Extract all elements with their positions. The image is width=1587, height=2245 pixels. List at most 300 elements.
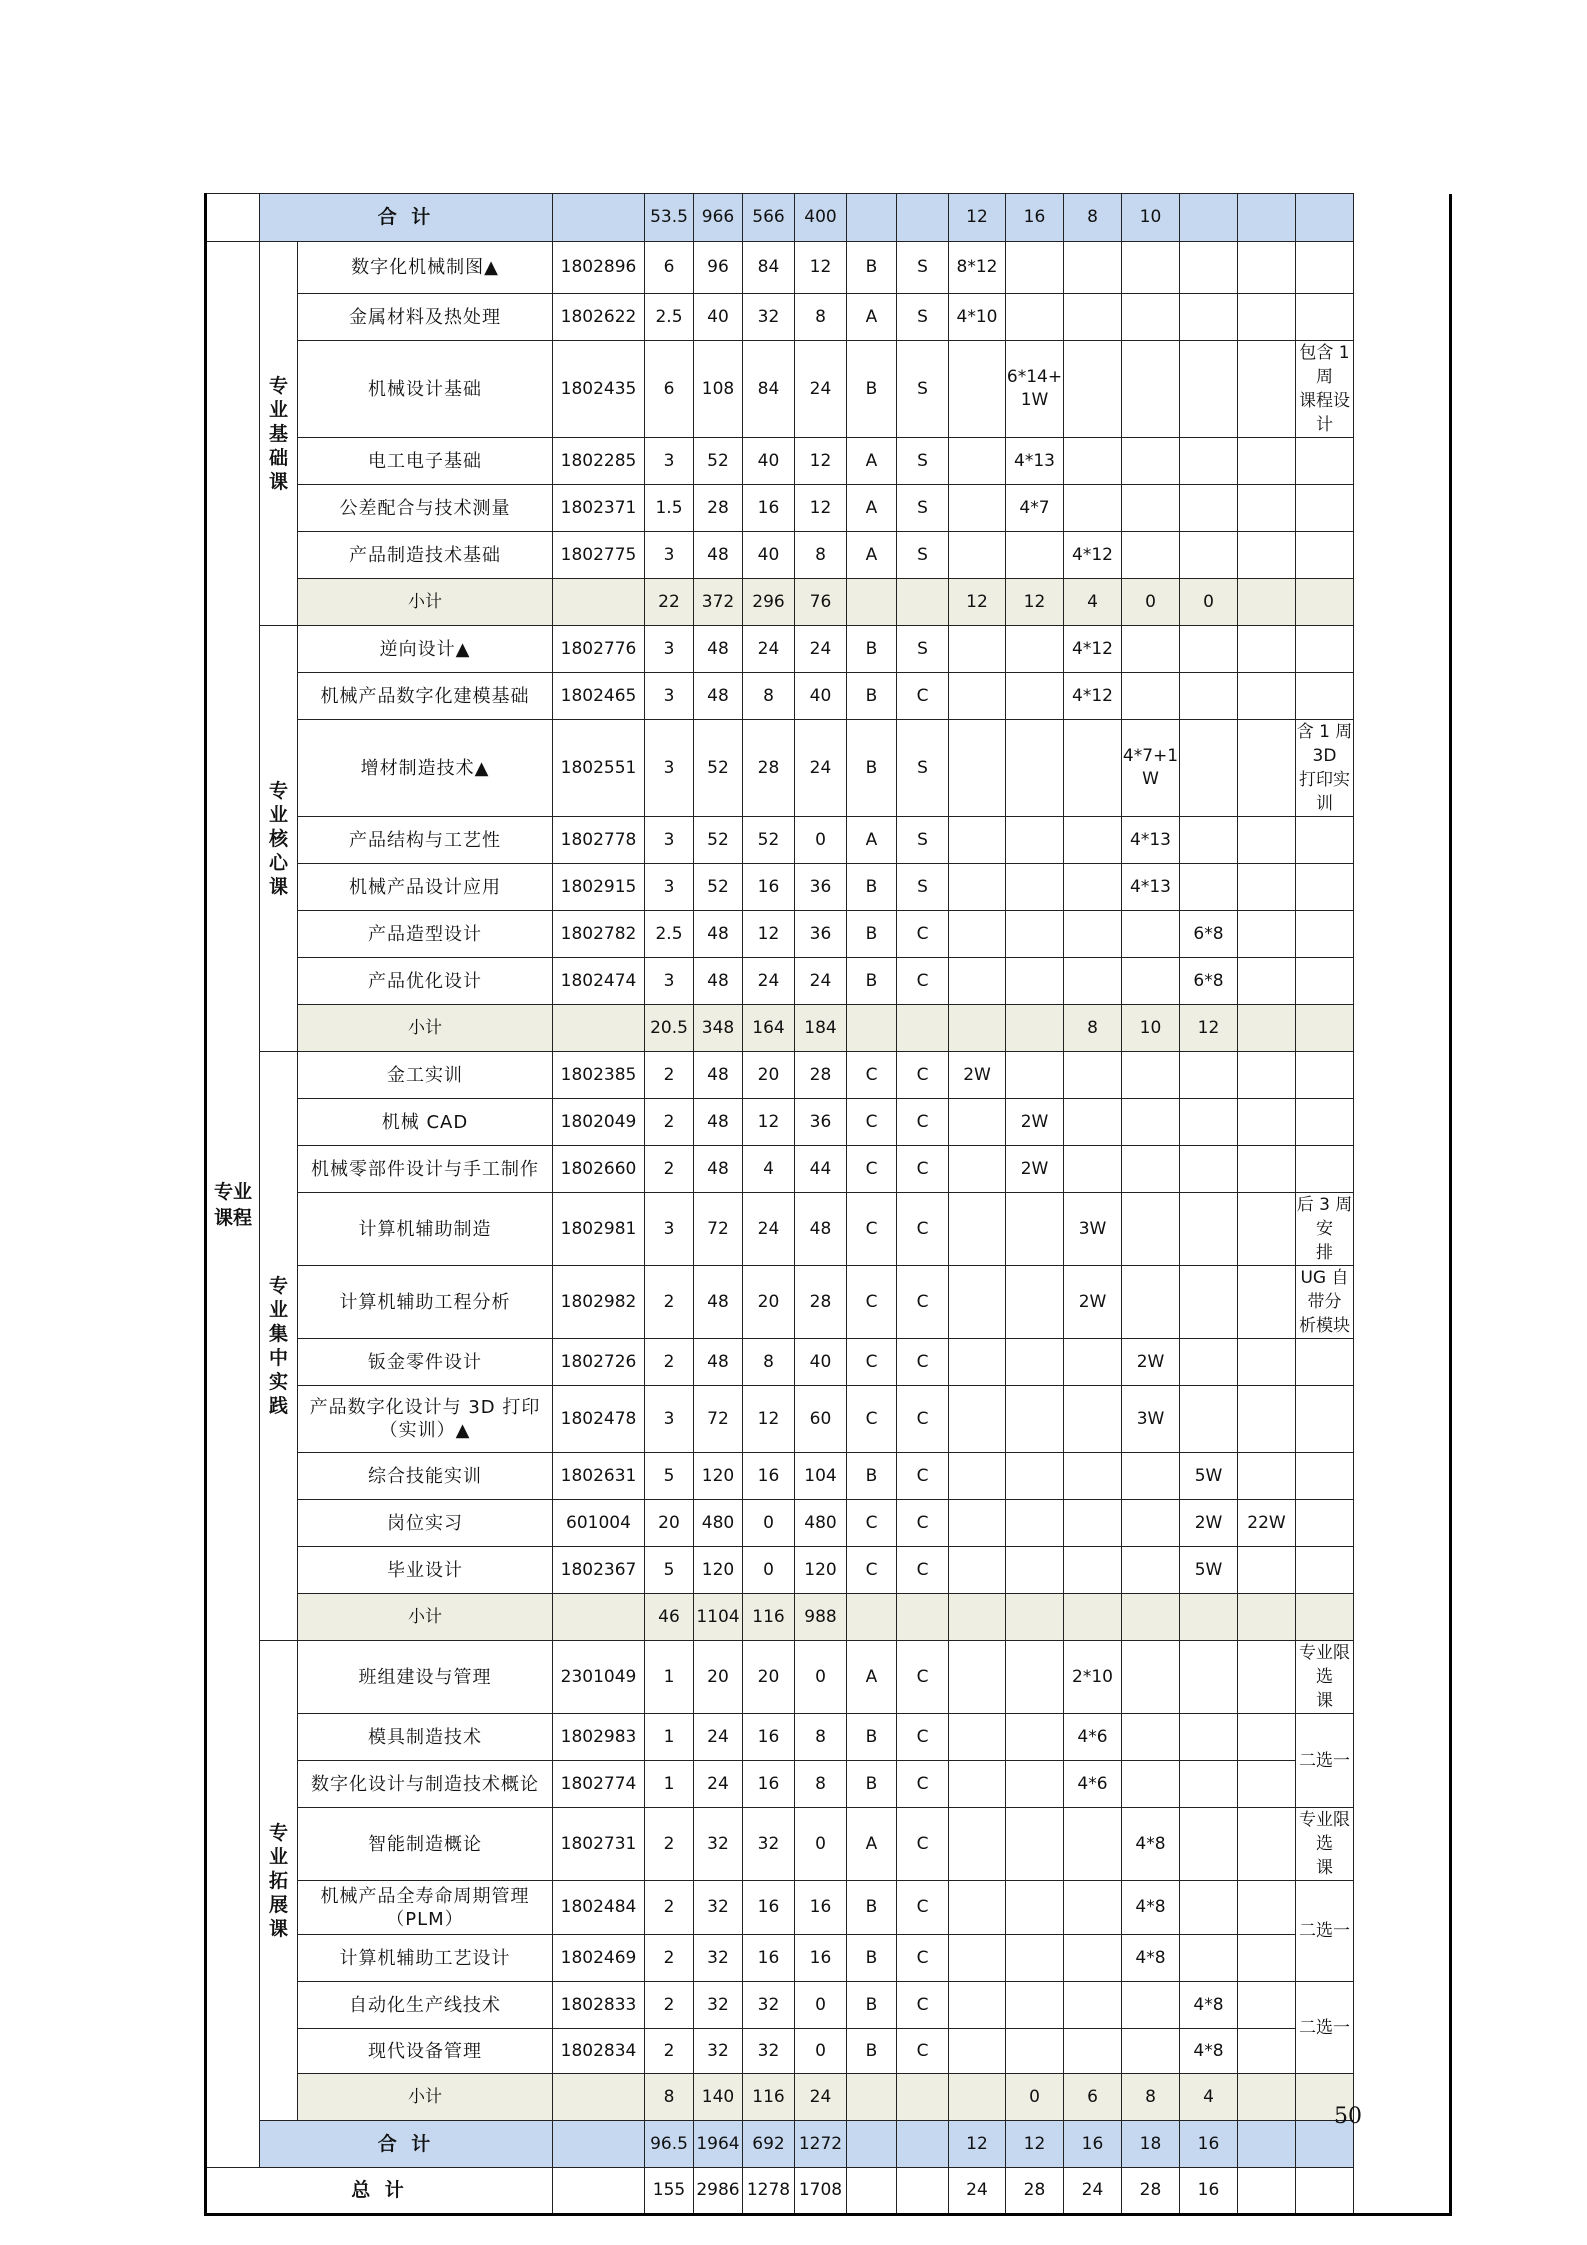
- value-cell: [949, 1146, 1006, 1193]
- value-cell: 2W: [1006, 1146, 1064, 1193]
- value-cell: S: [897, 294, 949, 341]
- value-cell: S: [897, 485, 949, 532]
- value-cell: [1006, 242, 1064, 294]
- table-row: [206, 1641, 1451, 1714]
- value-cell: 76: [795, 579, 847, 626]
- course-name: 计算机辅助工艺设计: [298, 1935, 553, 1982]
- value-cell: 4*8: [1122, 1881, 1180, 1935]
- value-cell: [1006, 532, 1064, 579]
- value-cell: 155: [645, 2168, 694, 2215]
- value-cell: 28: [1122, 2168, 1180, 2215]
- note-cell: 专业限选 课: [1296, 1641, 1354, 1714]
- value-cell: [949, 1386, 1006, 1453]
- value-cell: 108: [694, 341, 743, 438]
- value-cell: [949, 1005, 1006, 1052]
- value-cell: B: [847, 720, 897, 817]
- total-row-bottom: [206, 2121, 1451, 2168]
- value-cell: [1238, 2168, 1296, 2215]
- value-cell: 6: [645, 242, 694, 294]
- value-cell: C: [897, 1547, 949, 1594]
- value-cell: 1802775: [553, 532, 645, 579]
- value-cell: [1180, 438, 1238, 485]
- value-cell: 3: [645, 626, 694, 673]
- value-cell: [1238, 1052, 1296, 1099]
- value-cell: [1180, 1386, 1238, 1453]
- value-cell: 24: [795, 720, 847, 817]
- value-cell: 5: [645, 1453, 694, 1500]
- course-name: 计算机辅助工程分析: [298, 1266, 553, 1339]
- note-cell: [1296, 579, 1354, 626]
- value-cell: [949, 1453, 1006, 1500]
- value-cell: 3: [645, 1386, 694, 1453]
- value-cell: [1180, 1193, 1238, 1266]
- note-cell: [1296, 1052, 1354, 1099]
- value-cell: C: [897, 958, 949, 1005]
- value-cell: [949, 1982, 1006, 2029]
- value-cell: [1180, 341, 1238, 438]
- note-cell: [1296, 911, 1354, 958]
- value-cell: 2W: [1064, 1266, 1122, 1339]
- course-name: 机械产品设计应用: [298, 864, 553, 911]
- value-cell: 48: [795, 1193, 847, 1266]
- value-cell: [1180, 720, 1238, 817]
- value-cell: [1238, 626, 1296, 673]
- value-cell: [1006, 911, 1064, 958]
- value-cell: 5W: [1180, 1453, 1238, 1500]
- value-cell: 32: [694, 2029, 743, 2074]
- value-cell: 12: [949, 579, 1006, 626]
- value-cell: [1064, 2029, 1122, 2074]
- value-cell: [949, 1547, 1006, 1594]
- value-cell: 2*10: [1064, 1641, 1122, 1714]
- value-cell: [1238, 1099, 1296, 1146]
- value-cell: 1802435: [553, 341, 645, 438]
- note-cell: 后 3 周安 排: [1296, 1193, 1354, 1266]
- value-cell: [1180, 1594, 1238, 1641]
- value-cell: 1802981: [553, 1193, 645, 1266]
- value-cell: [949, 1714, 1006, 1761]
- note-cell: [1296, 1547, 1354, 1594]
- value-cell: 3W: [1122, 1386, 1180, 1453]
- value-cell: S: [897, 242, 949, 294]
- value-cell: 32: [743, 1982, 795, 2029]
- note-cell: [1296, 1146, 1354, 1193]
- note-cell: 专业限选 课: [1296, 1808, 1354, 1881]
- value-cell: C: [897, 1935, 949, 1982]
- value-cell: [553, 1594, 645, 1641]
- value-cell: [1064, 1146, 1122, 1193]
- value-cell: B: [847, 341, 897, 438]
- value-cell: 6*8: [1180, 911, 1238, 958]
- value-cell: 12: [949, 2121, 1006, 2168]
- value-cell: [1180, 626, 1238, 673]
- value-cell: [553, 194, 645, 242]
- value-cell: [949, 1099, 1006, 1146]
- value-cell: C: [897, 1881, 949, 1935]
- value-cell: 20.5: [645, 1005, 694, 1052]
- value-cell: [847, 2074, 897, 2121]
- value-cell: 348: [694, 1005, 743, 1052]
- value-cell: [949, 341, 1006, 438]
- value-cell: [1180, 1146, 1238, 1193]
- value-cell: [1064, 1547, 1122, 1594]
- value-cell: 84: [743, 242, 795, 294]
- value-cell: 1802896: [553, 242, 645, 294]
- course-name: 钣金零件设计: [298, 1339, 553, 1386]
- value-cell: 24: [694, 1714, 743, 1761]
- value-cell: [1006, 1193, 1064, 1266]
- table-row: [206, 294, 1451, 341]
- course-name: 现代设备管理: [298, 2029, 553, 2074]
- course-name: 岗位实习: [298, 1500, 553, 1547]
- value-cell: [1064, 864, 1122, 911]
- table-row: [206, 817, 1451, 864]
- value-cell: 4: [1180, 2074, 1238, 2121]
- course-name: 电工电子基础: [298, 438, 553, 485]
- category-label: 专业 课程: [206, 242, 260, 2168]
- table-row: [206, 2029, 1451, 2074]
- value-cell: 4*6: [1064, 1714, 1122, 1761]
- value-cell: [1064, 1052, 1122, 1099]
- value-cell: 1802469: [553, 1935, 645, 1982]
- value-cell: [1180, 673, 1238, 720]
- value-cell: 1802915: [553, 864, 645, 911]
- value-cell: B: [847, 1453, 897, 1500]
- value-cell: [949, 911, 1006, 958]
- value-cell: 601004: [553, 1500, 645, 1547]
- value-cell: 8: [645, 2074, 694, 2121]
- value-cell: 28: [694, 485, 743, 532]
- value-cell: 566: [743, 194, 795, 242]
- note-cell: UG 自带分 析模块: [1296, 1266, 1354, 1339]
- value-cell: 16: [743, 864, 795, 911]
- note-cell: [1296, 817, 1354, 864]
- value-cell: 1272: [795, 2121, 847, 2168]
- value-cell: [553, 2168, 645, 2215]
- value-cell: 6*8: [1180, 958, 1238, 1005]
- value-cell: 1802782: [553, 911, 645, 958]
- value-cell: 4*12: [1064, 626, 1122, 673]
- value-cell: 20: [694, 1641, 743, 1714]
- value-cell: 1802660: [553, 1146, 645, 1193]
- value-cell: [1238, 1547, 1296, 1594]
- value-cell: 120: [694, 1547, 743, 1594]
- value-cell: 4*8: [1180, 2029, 1238, 2074]
- value-cell: [553, 2121, 645, 2168]
- value-cell: [1122, 1714, 1180, 1761]
- note-cell: [1296, 1594, 1354, 1641]
- value-cell: [1006, 1500, 1064, 1547]
- value-cell: [1064, 720, 1122, 817]
- value-cell: [1006, 673, 1064, 720]
- note-cell: [1296, 958, 1354, 1005]
- value-cell: 0: [795, 1982, 847, 2029]
- value-cell: 1708: [795, 2168, 847, 2215]
- value-cell: [1006, 1641, 1064, 1714]
- value-cell: 0: [795, 817, 847, 864]
- value-cell: 4*7+1 W: [1122, 720, 1180, 817]
- value-cell: 12: [949, 194, 1006, 242]
- value-cell: 1802285: [553, 438, 645, 485]
- value-cell: 0: [743, 1500, 795, 1547]
- value-cell: 12: [1006, 579, 1064, 626]
- value-cell: 2: [645, 1339, 694, 1386]
- value-cell: [1064, 1453, 1122, 1500]
- value-cell: 8: [1064, 194, 1122, 242]
- value-cell: A: [847, 532, 897, 579]
- value-cell: [847, 2121, 897, 2168]
- value-cell: [1180, 817, 1238, 864]
- value-cell: [1122, 1193, 1180, 1266]
- value-cell: 3: [645, 958, 694, 1005]
- value-cell: [1006, 1453, 1064, 1500]
- value-cell: 48: [694, 673, 743, 720]
- value-cell: 48: [694, 1146, 743, 1193]
- value-cell: 1802726: [553, 1339, 645, 1386]
- note-cell: [1296, 864, 1354, 911]
- course-name: 模具制造技术: [298, 1714, 553, 1761]
- course-name: 机械设计基础: [298, 341, 553, 438]
- value-cell: C: [847, 1500, 897, 1547]
- value-cell: 24: [795, 958, 847, 1005]
- value-cell: 24: [743, 958, 795, 1005]
- value-cell: [897, 194, 949, 242]
- value-cell: [1238, 1005, 1296, 1052]
- value-cell: C: [847, 1099, 897, 1146]
- value-cell: C: [897, 1500, 949, 1547]
- value-cell: 16: [1006, 194, 1064, 242]
- value-cell: S: [897, 626, 949, 673]
- value-cell: [1238, 958, 1296, 1005]
- value-cell: [1122, 341, 1180, 438]
- value-cell: [1238, 294, 1296, 341]
- value-cell: [1064, 1808, 1122, 1881]
- value-cell: C: [847, 1266, 897, 1339]
- note-cell: [1296, 242, 1354, 294]
- value-cell: [1006, 1386, 1064, 1453]
- value-cell: A: [847, 485, 897, 532]
- value-cell: C: [897, 1099, 949, 1146]
- value-cell: C: [847, 1386, 897, 1453]
- value-cell: [1238, 1386, 1296, 1453]
- value-cell: 24: [694, 1761, 743, 1808]
- value-cell: 2986: [694, 2168, 743, 2215]
- value-cell: [1122, 1146, 1180, 1193]
- value-cell: [1238, 1453, 1296, 1500]
- value-cell: 32: [743, 1808, 795, 1881]
- value-cell: 48: [694, 1266, 743, 1339]
- page-number: 50: [1334, 2104, 1362, 2129]
- table-row: [206, 1982, 1451, 2029]
- value-cell: [1064, 485, 1122, 532]
- value-cell: 2W: [1006, 1099, 1064, 1146]
- value-cell: 8: [1064, 1005, 1122, 1052]
- value-cell: 2: [645, 1052, 694, 1099]
- total-row-top: [206, 194, 1451, 242]
- value-cell: [949, 958, 1006, 1005]
- value-cell: 4*8: [1180, 1982, 1238, 2029]
- value-cell: [1122, 1641, 1180, 1714]
- value-cell: C: [847, 1547, 897, 1594]
- value-cell: 48: [694, 1099, 743, 1146]
- value-cell: [553, 579, 645, 626]
- value-cell: [1064, 1386, 1122, 1453]
- value-cell: A: [847, 817, 897, 864]
- value-cell: 4*8: [1122, 1935, 1180, 1982]
- value-cell: [1180, 1714, 1238, 1761]
- value-cell: [949, 864, 1006, 911]
- value-cell: [1006, 1339, 1064, 1386]
- value-cell: [1238, 532, 1296, 579]
- value-cell: [1122, 485, 1180, 532]
- value-cell: B: [847, 864, 897, 911]
- value-cell: [1122, 294, 1180, 341]
- value-cell: 0: [1180, 579, 1238, 626]
- value-cell: 32: [694, 1935, 743, 1982]
- course-name: 数字化设计与制造技术概论: [298, 1761, 553, 1808]
- value-cell: [949, 1266, 1006, 1339]
- value-cell: 1802778: [553, 817, 645, 864]
- value-cell: [1006, 817, 1064, 864]
- value-cell: [553, 2074, 645, 2121]
- table-row: [206, 1193, 1451, 1266]
- value-cell: 12: [795, 485, 847, 532]
- value-cell: [1122, 958, 1180, 1005]
- value-cell: B: [847, 1935, 897, 1982]
- value-cell: [897, 1005, 949, 1052]
- course-name: 产品造型设计: [298, 911, 553, 958]
- value-cell: [949, 626, 1006, 673]
- table-row: [206, 911, 1451, 958]
- note-cell: 二选一: [1296, 1881, 1354, 1982]
- note-cell: 包含 1 周 课程设计: [1296, 341, 1354, 438]
- value-cell: 16: [743, 1761, 795, 1808]
- value-cell: [1122, 532, 1180, 579]
- note-cell: 二选一: [1296, 1982, 1354, 2074]
- value-cell: [847, 1594, 897, 1641]
- course-name: 数字化机械制图▲: [298, 242, 553, 294]
- value-cell: 296: [743, 579, 795, 626]
- value-cell: 1: [645, 1761, 694, 1808]
- value-cell: A: [847, 1641, 897, 1714]
- value-cell: [1238, 1266, 1296, 1339]
- value-cell: 1104: [694, 1594, 743, 1641]
- value-cell: [1006, 1761, 1064, 1808]
- value-cell: 16: [743, 1453, 795, 1500]
- course-name: 机械产品数字化建模基础: [298, 673, 553, 720]
- value-cell: 4*7: [1006, 485, 1064, 532]
- note-cell: 二选一: [1296, 1714, 1354, 1808]
- value-cell: [1238, 673, 1296, 720]
- value-cell: 0: [795, 2029, 847, 2074]
- value-cell: 28: [1006, 2168, 1064, 2215]
- value-cell: C: [897, 1266, 949, 1339]
- table-row: [206, 485, 1451, 532]
- value-cell: B: [847, 958, 897, 1005]
- value-cell: [897, 579, 949, 626]
- value-cell: B: [847, 911, 897, 958]
- value-cell: 28: [795, 1266, 847, 1339]
- value-cell: [949, 720, 1006, 817]
- value-cell: 48: [694, 1339, 743, 1386]
- value-cell: A: [847, 1808, 897, 1881]
- value-cell: 24: [795, 341, 847, 438]
- value-cell: 1964: [694, 2121, 743, 2168]
- value-cell: 16: [1180, 2168, 1238, 2215]
- value-cell: 1802631: [553, 1453, 645, 1500]
- value-cell: [1064, 1339, 1122, 1386]
- course-name: 公差配合与技术测量: [298, 485, 553, 532]
- value-cell: [1122, 673, 1180, 720]
- value-cell: 16: [743, 1935, 795, 1982]
- value-cell: [1064, 1099, 1122, 1146]
- value-cell: 32: [694, 1982, 743, 2029]
- value-cell: 10: [1122, 194, 1180, 242]
- group-label: 专 业 拓 展 课: [260, 1641, 298, 2121]
- value-cell: B: [847, 1982, 897, 2029]
- value-cell: 3: [645, 1193, 694, 1266]
- value-cell: 1802833: [553, 1982, 645, 2029]
- value-cell: [1180, 242, 1238, 294]
- value-cell: 1802478: [553, 1386, 645, 1453]
- value-cell: 6: [1064, 2074, 1122, 2121]
- value-cell: 104: [795, 1453, 847, 1500]
- table-row: [206, 1761, 1451, 1808]
- value-cell: 32: [743, 294, 795, 341]
- value-cell: [1238, 485, 1296, 532]
- note-cell: [1296, 1005, 1354, 1052]
- value-cell: 1802551: [553, 720, 645, 817]
- value-cell: 16: [795, 1935, 847, 1982]
- value-cell: 1: [645, 1641, 694, 1714]
- value-cell: [1238, 579, 1296, 626]
- value-cell: [1180, 532, 1238, 579]
- value-cell: [1180, 1881, 1238, 1935]
- value-cell: 1802385: [553, 1052, 645, 1099]
- value-cell: [1180, 864, 1238, 911]
- value-cell: 53.5: [645, 194, 694, 242]
- value-cell: 12: [1180, 1005, 1238, 1052]
- value-cell: [1064, 958, 1122, 1005]
- table-row: [206, 341, 1451, 438]
- value-cell: [1122, 1594, 1180, 1641]
- value-cell: 44: [795, 1146, 847, 1193]
- value-cell: C: [897, 1052, 949, 1099]
- group-label: 专 业 集 中 实 践: [260, 1052, 298, 1641]
- value-cell: [1006, 864, 1064, 911]
- table-row: [206, 1500, 1451, 1547]
- value-cell: 3: [645, 720, 694, 817]
- value-cell: 1802776: [553, 626, 645, 673]
- value-cell: [1064, 1500, 1122, 1547]
- value-cell: C: [897, 1641, 949, 1714]
- value-cell: 20: [743, 1641, 795, 1714]
- table-row: [206, 958, 1451, 1005]
- value-cell: [1180, 194, 1238, 242]
- value-cell: [1064, 1881, 1122, 1935]
- value-cell: S: [897, 864, 949, 911]
- value-cell: [1064, 1982, 1122, 2029]
- value-cell: [1122, 1500, 1180, 1547]
- value-cell: S: [897, 438, 949, 485]
- subtotal-label: 小计: [298, 579, 553, 626]
- value-cell: 40: [743, 532, 795, 579]
- value-cell: 2.5: [645, 911, 694, 958]
- course-name: 金属材料及热处理: [298, 294, 553, 341]
- value-cell: 1278: [743, 2168, 795, 2215]
- table-row: [206, 1547, 1451, 1594]
- value-cell: C: [897, 1761, 949, 1808]
